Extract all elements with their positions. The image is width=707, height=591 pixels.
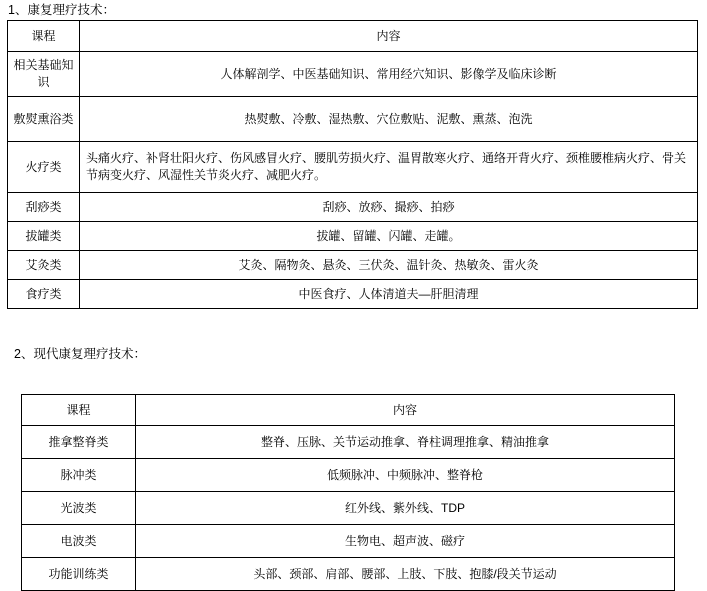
table-cell-content: 整脊、压脉、关节运动推拿、脊柱调理推拿、精油推拿 xyxy=(136,426,675,459)
table-header-cell-content: 内容 xyxy=(136,395,675,426)
table-cell-course: 脉冲类 xyxy=(22,459,136,492)
section-heading-1: 1、康复理疗技术： xyxy=(8,3,115,17)
table-row xyxy=(22,426,675,459)
table-cell-course: 电波类 xyxy=(22,525,136,558)
table-cell-content: 红外线、紫外线、TDP xyxy=(136,492,675,525)
table-cell-content: 头部、颈部、肩部、腰部、上肢、下肢、抱膝/段关节运动 xyxy=(136,558,675,591)
table-row xyxy=(8,251,698,280)
table-cell-course: 敷熨熏浴类 xyxy=(8,97,80,142)
table-cell-content: 人体解剖学、中医基础知识、常用经穴知识、影像学及临床诊断 xyxy=(80,52,698,97)
table-header-cell-course: 课程 xyxy=(8,21,80,52)
table-cell-course: 火疗类 xyxy=(8,142,80,193)
table-cell-content: 热熨敷、冷敷、湿热敷、穴位敷贴、泥敷、熏蒸、泡洗 xyxy=(80,97,698,142)
section-heading-2: 2、现代康复理疗技术： xyxy=(14,347,146,361)
table-cell-course: 拔罐类 xyxy=(8,222,80,251)
table-cell-content: 生物电、超声波、磁疗 xyxy=(136,525,675,558)
table-cell-content: 中医食疗、人体清道夫—肝胆清理 xyxy=(80,280,698,309)
table-cell-course: 食疗类 xyxy=(8,280,80,309)
table-cell-content: 刮痧、放痧、撮痧、拍痧 xyxy=(80,193,698,222)
table-row xyxy=(8,52,698,97)
table-row xyxy=(22,459,675,492)
table-cell-content: 拔罐、留罐、闪罐、走罐。 xyxy=(80,222,698,251)
table-row xyxy=(8,142,698,193)
table-row xyxy=(22,525,675,558)
table-row xyxy=(22,492,675,525)
table-row xyxy=(22,558,675,591)
table-row xyxy=(8,280,698,309)
table-row xyxy=(8,193,698,222)
table-cell-course: 光波类 xyxy=(22,492,136,525)
table-traditional-therapy xyxy=(7,20,698,309)
table-cell-content: 艾灸、隔物灸、悬灸、三伏灸、温针灸、热敏灸、雷火灸 xyxy=(80,251,698,280)
table-cell-course: 艾灸类 xyxy=(8,251,80,280)
table-header-cell-content: 内容 xyxy=(80,21,698,52)
table-header-row xyxy=(22,395,675,426)
table-cell-course: 推拿整脊类 xyxy=(22,426,136,459)
table-cell-content: 低频脉冲、中频脉冲、整脊枪 xyxy=(136,459,675,492)
table-row xyxy=(8,97,698,142)
table-cell-course: 相关基础知识 xyxy=(8,52,80,97)
table-cell-course: 功能训练类 xyxy=(22,558,136,591)
table-modern-therapy xyxy=(21,394,675,591)
table-cell-course: 刮痧类 xyxy=(8,193,80,222)
table-header-row xyxy=(8,21,698,52)
table-row xyxy=(8,222,698,251)
table-header-cell-course: 课程 xyxy=(22,395,136,426)
table-cell-content: 头痛火疗、补肾壮阳火疗、伤风感冒火疗、腰肌劳损火疗、温胃散寒火疗、通络开背火疗、颈椎腰椎病火疗、骨关节病变火疗、风湿性关节炎火疗、减肥火疗。 xyxy=(80,142,698,193)
